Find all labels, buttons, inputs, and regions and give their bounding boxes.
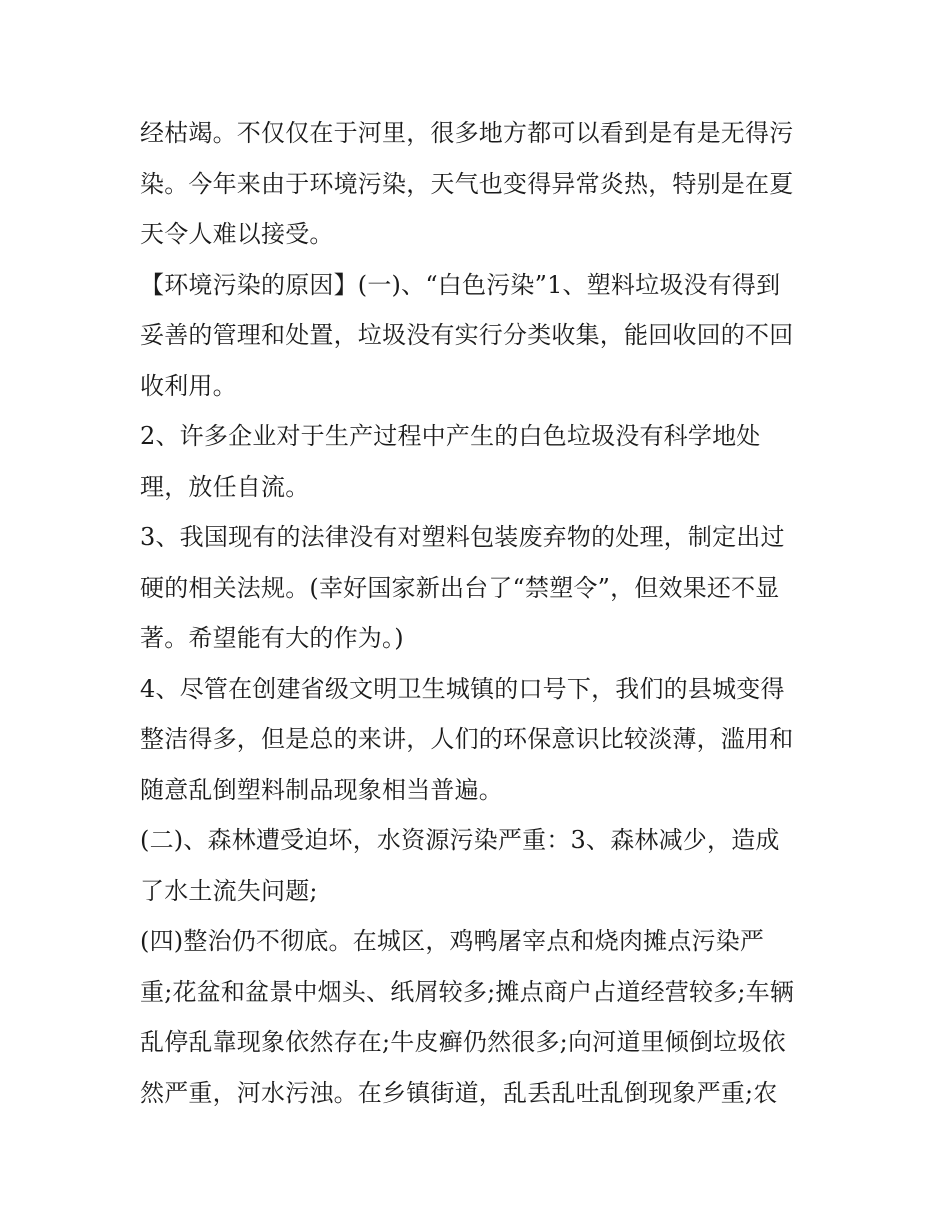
paragraph-2 — [140, 260, 820, 412]
text-line: 整洁得多，但是总的来讲，人们的环保意识比较淡薄，滥用和 — [140, 725, 794, 753]
text-line: 收利用。 — [140, 371, 237, 400]
paragraph-3 — [140, 411, 820, 512]
text-line: 重;花盆和盆景中烟头、纸屑较多;摊点商户占道经营较多;车辆 — [140, 977, 795, 1006]
paragraph-1 — [140, 108, 820, 260]
text-line: 随意乱倒塑料制品现象相当普遍。 — [140, 775, 503, 804]
text-line: 【环境污染的原因】(一)、“白色污染”1、塑料垃圾没有得到 — [140, 270, 781, 299]
text-line: 理，放任自流。 — [140, 472, 310, 501]
text-line: 硬的相关法规。(幸好国家新出台了“禁塑令”，但效果还不显 — [140, 573, 780, 602]
paragraph-5 — [140, 664, 820, 816]
text-line: 著。希望能有大的作为。) — [140, 624, 404, 652]
text-line: 4、尽管在创建省级文明卫生城镇的口号下，我们的县城变得 — [140, 674, 785, 703]
text-line: 妥善的管理和处置，垃圾没有实行分类收集，能回收回的不回 — [140, 321, 794, 349]
paragraph-6 — [140, 815, 820, 916]
text-line: (二)、森林遭受迫坏，水资源污染严重：3、森林减少，造成 — [140, 826, 780, 854]
paragraph-4 — [140, 512, 820, 664]
paragraph-7 — [140, 916, 820, 1118]
text-line: 染。今年来由于环境污染，天气也变得异常炎热，特别是在夏 — [140, 169, 794, 198]
text-line: 2、许多企业对于生产过程中产生的白色垃圾没有科学地处 — [140, 422, 761, 450]
document-body — [140, 108, 820, 1118]
text-line: 天令人难以接受。 — [140, 220, 334, 248]
text-line: 了水土流失问题; — [140, 876, 318, 905]
text-line: (四)整治仍不彻底。在城区，鸡鸭屠宰点和烧肉摊点污染严 — [140, 927, 765, 955]
text-line: 乱停乱靠现象依然存在;牛皮癣仍然很多;向河道里倾倒垃圾依 — [140, 1028, 786, 1056]
text-line: 然严重，河水污浊。在乡镇街道，乱丢乱吐乱倒现象严重;农 — [140, 1078, 778, 1107]
text-line: 经枯竭。不仅仅在于河里，很多地方都可以看到是有是无得污 — [140, 119, 794, 147]
text-line: 3、我国现有的法律没有对塑料包装废弃物的处理，制定出过 — [140, 523, 785, 551]
